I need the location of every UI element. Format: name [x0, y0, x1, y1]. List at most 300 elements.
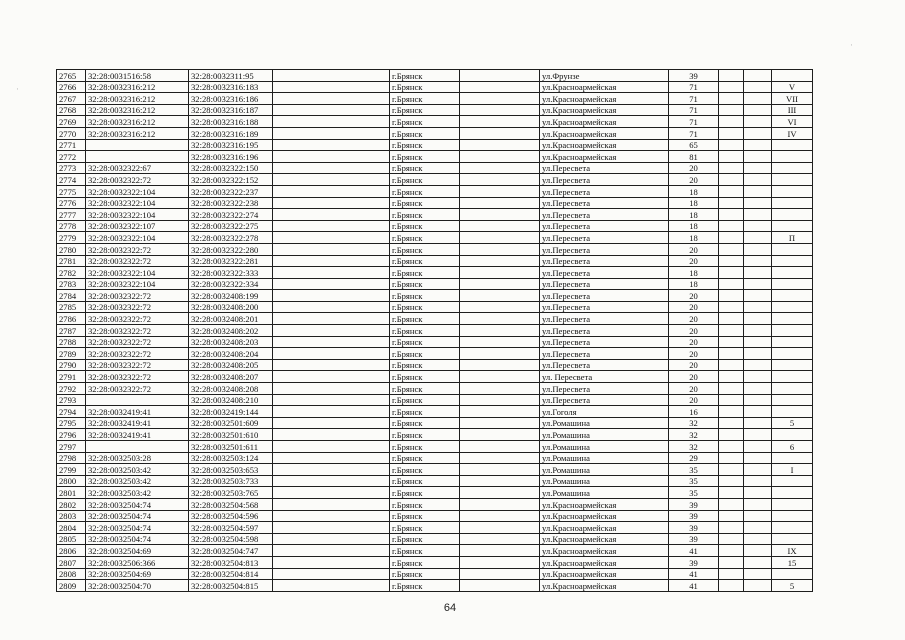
cell-blank-col-a: [273, 104, 390, 116]
cell-cadastral-parcel: 32:28:0032504:69: [86, 545, 189, 557]
cell-blank-col-b: [460, 383, 540, 395]
cell-street: ул.Пересвета: [540, 313, 669, 325]
cell-unit-number: [772, 533, 813, 545]
cell-blank-col-b: [460, 151, 540, 163]
cell-row-number: 2770: [57, 127, 86, 139]
cell-cadastral-object: 32:28:0032322:275: [189, 220, 273, 232]
cell-house-number: 20: [669, 255, 719, 267]
cell-house-number: 41: [669, 568, 719, 580]
cell-house-number: 39: [669, 556, 719, 568]
cell-blank-col-c: [719, 522, 744, 534]
cell-cadastral-parcel: 32:28:0032322:104: [86, 267, 189, 279]
cell-cadastral-parcel: 32:28:0032322:72: [86, 255, 189, 267]
cell-blank-col-c: [719, 70, 744, 82]
cell-blank-col-d: [744, 487, 772, 499]
cell-cadastral-parcel: [86, 139, 189, 151]
cell-blank-col-b: [460, 127, 540, 139]
cell-street: ул.Ромашина: [540, 441, 669, 453]
cell-cadastral-parcel: 32:28:0032322:72: [86, 243, 189, 255]
cell-row-number: 2769: [57, 116, 86, 128]
cell-blank-col-c: [719, 394, 744, 406]
cell-city: г.Брянск: [390, 290, 460, 302]
cell-city: г.Брянск: [390, 464, 460, 476]
cell-unit-number: [772, 325, 813, 337]
cell-unit-number: III: [772, 104, 813, 116]
cell-cadastral-object: 32:28:0032322:334: [189, 278, 273, 290]
cell-blank-col-a: [273, 336, 390, 348]
cell-blank-col-b: [460, 452, 540, 464]
cell-house-number: 35: [669, 487, 719, 499]
cell-row-number: 2778: [57, 220, 86, 232]
cell-blank-col-c: [719, 441, 744, 453]
cell-cadastral-parcel: 32:28:0032322:72: [86, 371, 189, 383]
cell-street: ул.Красноармейская: [540, 81, 669, 93]
cell-cadastral-parcel: 32:28:0032503:42: [86, 464, 189, 476]
cell-blank-col-b: [460, 301, 540, 313]
cell-house-number: 20: [669, 383, 719, 395]
cell-blank-col-a: [273, 498, 390, 510]
cell-unit-number: [772, 429, 813, 441]
cell-blank-col-b: [460, 336, 540, 348]
cell-row-number: 2773: [57, 162, 86, 174]
cell-row-number: 2809: [57, 580, 86, 592]
cell-unit-number: [772, 452, 813, 464]
cell-blank-col-b: [460, 556, 540, 568]
cell-cadastral-parcel: 32:28:0032316:212: [86, 104, 189, 116]
cell-unit-number: [772, 220, 813, 232]
cell-cadastral-object: 32:28:0032408:208: [189, 383, 273, 395]
cell-city: г.Брянск: [390, 394, 460, 406]
table-row: [57, 383, 813, 395]
cell-row-number: 2793: [57, 394, 86, 406]
cell-street: ул.Пересвета: [540, 174, 669, 186]
cell-blank-col-a: [273, 70, 390, 82]
cell-row-number: 2796: [57, 429, 86, 441]
cell-city: г.Брянск: [390, 487, 460, 499]
table-row: [57, 394, 813, 406]
cell-cadastral-parcel: 32:28:0032419:41: [86, 406, 189, 418]
cell-city: г.Брянск: [390, 510, 460, 522]
table-row: [57, 232, 813, 244]
cell-unit-number: [772, 348, 813, 360]
cell-house-number: 71: [669, 81, 719, 93]
cell-house-number: 18: [669, 209, 719, 221]
cell-cadastral-parcel: 32:28:0032322:104: [86, 197, 189, 209]
cell-unit-number: [772, 359, 813, 371]
cell-city: г.Брянск: [390, 498, 460, 510]
cell-cadastral-parcel: 32:28:0032322:72: [86, 290, 189, 302]
table-row: [57, 70, 813, 82]
cell-blank-col-c: [719, 162, 744, 174]
cell-cadastral-parcel: 32:28:0032322:72: [86, 348, 189, 360]
cell-row-number: 2765: [57, 70, 86, 82]
cell-blank-col-a: [273, 441, 390, 453]
cell-cadastral-parcel: 32:28:0032322:72: [86, 174, 189, 186]
cell-city: г.Брянск: [390, 232, 460, 244]
cell-cadastral-object: 32:28:0032322:237: [189, 185, 273, 197]
table-row: [57, 116, 813, 128]
cell-blank-col-a: [273, 568, 390, 580]
cell-cadastral-object: 32:28:0032503:653: [189, 464, 273, 476]
cell-blank-col-c: [719, 301, 744, 313]
cell-blank-col-a: [273, 394, 390, 406]
cell-blank-col-b: [460, 162, 540, 174]
cell-city: г.Брянск: [390, 104, 460, 116]
cell-blank-col-c: [719, 487, 744, 499]
cell-unit-number: [772, 139, 813, 151]
cell-blank-col-a: [273, 162, 390, 174]
cell-blank-col-a: [273, 325, 390, 337]
cell-row-number: 2782: [57, 267, 86, 279]
cell-cadastral-object: 32:28:0032501:610: [189, 429, 273, 441]
cell-cadastral-parcel: 32:28:0032322:72: [86, 359, 189, 371]
cell-house-number: 18: [669, 220, 719, 232]
cell-street: ул.Гоголя: [540, 406, 669, 418]
cell-blank-col-d: [744, 545, 772, 557]
cell-row-number: 2807: [57, 556, 86, 568]
cell-street: ул.Пересвета: [540, 255, 669, 267]
cell-street: ул.Красноармейская: [540, 533, 669, 545]
cell-blank-col-b: [460, 464, 540, 476]
cell-blank-col-b: [460, 267, 540, 279]
table-row: [57, 348, 813, 360]
cell-blank-col-c: [719, 313, 744, 325]
cell-row-number: 2794: [57, 406, 86, 418]
cell-row-number: 2800: [57, 475, 86, 487]
cell-blank-col-b: [460, 371, 540, 383]
cell-cadastral-parcel: 32:28:0032503:42: [86, 487, 189, 499]
cell-row-number: 2798: [57, 452, 86, 464]
cell-row-number: 2808: [57, 568, 86, 580]
cell-cadastral-parcel: 32:28:0032419:41: [86, 417, 189, 429]
cell-blank-col-b: [460, 70, 540, 82]
table-row: [57, 429, 813, 441]
cell-blank-col-d: [744, 127, 772, 139]
cell-house-number: 41: [669, 545, 719, 557]
cell-blank-col-b: [460, 220, 540, 232]
cell-house-number: 32: [669, 441, 719, 453]
cell-unit-number: [772, 336, 813, 348]
cell-blank-col-d: [744, 417, 772, 429]
cell-city: г.Брянск: [390, 267, 460, 279]
cell-cadastral-object: 32:28:0032322:278: [189, 232, 273, 244]
cell-street: ул.Пересвета: [540, 383, 669, 395]
cell-blank-col-b: [460, 417, 540, 429]
cell-unit-number: [772, 406, 813, 418]
cell-blank-col-a: [273, 359, 390, 371]
cell-blank-col-c: [719, 139, 744, 151]
cell-cadastral-object: 32:28:0032316:183: [189, 81, 273, 93]
cell-city: г.Брянск: [390, 151, 460, 163]
cell-unit-number: [772, 475, 813, 487]
cell-unit-number: VII: [772, 93, 813, 105]
cell-blank-col-d: [744, 325, 772, 337]
cell-city: г.Брянск: [390, 533, 460, 545]
cell-city: г.Брянск: [390, 568, 460, 580]
cell-city: г.Брянск: [390, 220, 460, 232]
cell-cadastral-parcel: 32:28:0032504:74: [86, 522, 189, 534]
cell-street: ул.Красноармейская: [540, 510, 669, 522]
cell-cadastral-object: 32:28:0032408:207: [189, 371, 273, 383]
cell-unit-number: [772, 522, 813, 534]
cell-unit-number: [772, 174, 813, 186]
cell-blank-col-b: [460, 545, 540, 557]
table-row: [57, 220, 813, 232]
cell-blank-col-a: [273, 81, 390, 93]
cell-unit-number: [772, 278, 813, 290]
cell-row-number: 2766: [57, 81, 86, 93]
cell-blank-col-a: [273, 406, 390, 418]
cell-blank-col-a: [273, 452, 390, 464]
cell-house-number: 20: [669, 325, 719, 337]
cell-cadastral-object: 32:28:0032322:274: [189, 209, 273, 221]
cell-blank-col-b: [460, 139, 540, 151]
cell-house-number: 39: [669, 498, 719, 510]
cell-street: ул. Пересвета: [540, 371, 669, 383]
cell-blank-col-d: [744, 278, 772, 290]
cell-blank-col-c: [719, 545, 744, 557]
cell-blank-col-d: [744, 556, 772, 568]
cell-blank-col-b: [460, 348, 540, 360]
cell-street: ул.Пересвета: [540, 336, 669, 348]
cell-blank-col-b: [460, 81, 540, 93]
table-row: [57, 452, 813, 464]
cell-blank-col-d: [744, 162, 772, 174]
cell-cadastral-object: 32:28:0032408:203: [189, 336, 273, 348]
cell-blank-col-c: [719, 325, 744, 337]
cell-blank-col-c: [719, 383, 744, 395]
cell-street: ул.Пересвета: [540, 185, 669, 197]
cell-blank-col-d: [744, 452, 772, 464]
table-row: [57, 185, 813, 197]
cell-cadastral-object: 32:28:0032408:201: [189, 313, 273, 325]
cell-street: ул.Пересвета: [540, 359, 669, 371]
cell-cadastral-object: 32:28:0032419:144: [189, 406, 273, 418]
cell-unit-number: I: [772, 464, 813, 476]
cell-cadastral-object: 32:28:0032504:597: [189, 522, 273, 534]
cell-blank-col-b: [460, 359, 540, 371]
cell-street: ул.Красноармейская: [540, 116, 669, 128]
cell-cadastral-parcel: 32:28:0032322:104: [86, 209, 189, 221]
cell-blank-col-c: [719, 452, 744, 464]
cell-blank-col-a: [273, 185, 390, 197]
table-row: [57, 533, 813, 545]
cell-blank-col-a: [273, 487, 390, 499]
cell-blank-col-c: [719, 185, 744, 197]
cell-blank-col-d: [744, 93, 772, 105]
cell-city: г.Брянск: [390, 162, 460, 174]
cell-blank-col-b: [460, 209, 540, 221]
cell-cadastral-parcel: 32:28:0032316:212: [86, 116, 189, 128]
cell-blank-col-d: [744, 522, 772, 534]
cell-cadastral-parcel: 32:28:0032419:41: [86, 429, 189, 441]
cell-cadastral-object: 32:28:0032504:813: [189, 556, 273, 568]
cell-street: ул.Красноармейская: [540, 568, 669, 580]
cell-blank-col-d: [744, 371, 772, 383]
cell-cadastral-object: 32:28:0032504:596: [189, 510, 273, 522]
cell-blank-col-a: [273, 243, 390, 255]
cell-cadastral-parcel: 32:28:0032504:74: [86, 510, 189, 522]
cell-city: г.Брянск: [390, 70, 460, 82]
cell-street: ул.Ромашина: [540, 487, 669, 499]
cell-row-number: 2801: [57, 487, 86, 499]
cell-blank-col-d: [744, 475, 772, 487]
cell-blank-col-c: [719, 197, 744, 209]
cell-unit-number: 5: [772, 580, 813, 592]
cell-blank-col-d: [744, 70, 772, 82]
cell-blank-col-a: [273, 220, 390, 232]
cell-house-number: 20: [669, 174, 719, 186]
cell-row-number: 2790: [57, 359, 86, 371]
cell-row-number: 2788: [57, 336, 86, 348]
cell-blank-col-c: [719, 116, 744, 128]
cell-blank-col-a: [273, 255, 390, 267]
cell-row-number: 2768: [57, 104, 86, 116]
cell-house-number: 16: [669, 406, 719, 418]
cell-house-number: 65: [669, 139, 719, 151]
cell-unit-number: IX: [772, 545, 813, 557]
cell-blank-col-c: [719, 533, 744, 545]
cell-blank-col-d: [744, 301, 772, 313]
cell-city: г.Брянск: [390, 278, 460, 290]
cell-blank-col-a: [273, 533, 390, 545]
cell-house-number: 18: [669, 185, 719, 197]
cell-row-number: 2806: [57, 545, 86, 557]
cell-blank-col-c: [719, 220, 744, 232]
cell-blank-col-b: [460, 325, 540, 337]
table-row: [57, 197, 813, 209]
cell-house-number: 20: [669, 313, 719, 325]
cell-house-number: 20: [669, 371, 719, 383]
cell-blank-col-a: [273, 580, 390, 592]
scan-artifact: ·: [16, 84, 19, 94]
cell-unit-number: [772, 267, 813, 279]
cell-city: г.Брянск: [390, 429, 460, 441]
cell-house-number: 20: [669, 394, 719, 406]
cell-blank-col-b: [460, 290, 540, 302]
cell-row-number: 2775: [57, 185, 86, 197]
cell-cadastral-parcel: [86, 441, 189, 453]
cell-cadastral-object: 32:28:0032311:95: [189, 70, 273, 82]
table-row: [57, 568, 813, 580]
cell-house-number: 41: [669, 580, 719, 592]
cell-street: ул.Ромашина: [540, 475, 669, 487]
cell-city: г.Брянск: [390, 127, 460, 139]
cell-blank-col-b: [460, 522, 540, 534]
cell-city: г.Брянск: [390, 406, 460, 418]
cell-house-number: 20: [669, 162, 719, 174]
cell-cadastral-object: 32:28:0032503:733: [189, 475, 273, 487]
cell-cadastral-parcel: 32:28:0032503:42: [86, 475, 189, 487]
cell-blank-col-b: [460, 313, 540, 325]
cell-house-number: 18: [669, 197, 719, 209]
table-row: [57, 127, 813, 139]
table-row: [57, 359, 813, 371]
cell-row-number: 2791: [57, 371, 86, 383]
cell-street: ул.Ромашина: [540, 464, 669, 476]
cell-unit-number: [772, 510, 813, 522]
registry-table-body: [57, 70, 813, 592]
cell-blank-col-a: [273, 429, 390, 441]
cell-blank-col-c: [719, 429, 744, 441]
cell-house-number: 39: [669, 510, 719, 522]
cell-blank-col-a: [273, 278, 390, 290]
cell-city: г.Брянск: [390, 174, 460, 186]
cell-cadastral-parcel: [86, 394, 189, 406]
cell-blank-col-a: [273, 197, 390, 209]
cell-blank-col-c: [719, 81, 744, 93]
cell-street: ул.Пересвета: [540, 290, 669, 302]
cell-unit-number: [772, 371, 813, 383]
cell-blank-col-c: [719, 290, 744, 302]
cell-cadastral-parcel: 32:28:0032316:212: [86, 93, 189, 105]
cell-blank-col-b: [460, 533, 540, 545]
table-row: [57, 545, 813, 557]
cell-blank-col-c: [719, 568, 744, 580]
table-row: [57, 417, 813, 429]
cell-row-number: 2804: [57, 522, 86, 534]
cell-street: ул.Пересвета: [540, 278, 669, 290]
cell-blank-col-c: [719, 556, 744, 568]
scan-artifact: ·: [850, 40, 853, 50]
cell-house-number: 20: [669, 290, 719, 302]
cell-blank-col-d: [744, 116, 772, 128]
table-row: [57, 475, 813, 487]
cell-street: ул.Пересвета: [540, 209, 669, 221]
cell-city: г.Брянск: [390, 441, 460, 453]
cell-unit-number: IV: [772, 127, 813, 139]
cell-house-number: 32: [669, 429, 719, 441]
cell-unit-number: [772, 209, 813, 221]
cell-street: ул.Красноармейская: [540, 580, 669, 592]
cell-blank-col-a: [273, 371, 390, 383]
cell-blank-col-b: [460, 174, 540, 186]
cell-blank-col-b: [460, 498, 540, 510]
cell-blank-col-a: [273, 127, 390, 139]
table-row: [57, 104, 813, 116]
cell-blank-col-b: [460, 406, 540, 418]
cell-street: ул.Красноармейская: [540, 522, 669, 534]
cell-street: ул.Красноармейская: [540, 127, 669, 139]
table-row: [57, 522, 813, 534]
cell-unit-number: VI: [772, 116, 813, 128]
cell-blank-col-d: [744, 359, 772, 371]
cell-street: ул.Красноармейская: [540, 556, 669, 568]
table-row: [57, 243, 813, 255]
cell-row-number: 2776: [57, 197, 86, 209]
cell-house-number: 35: [669, 475, 719, 487]
cell-city: г.Брянск: [390, 313, 460, 325]
cell-blank-col-c: [719, 209, 744, 221]
cell-cadastral-object: 32:28:0032322:238: [189, 197, 273, 209]
cell-blank-col-b: [460, 104, 540, 116]
cell-blank-col-b: [460, 429, 540, 441]
cell-house-number: 20: [669, 301, 719, 313]
cell-blank-col-a: [273, 301, 390, 313]
cell-cadastral-object: 32:28:0032408:204: [189, 348, 273, 360]
cell-cadastral-object: 32:28:0032408:202: [189, 325, 273, 337]
table-row: [57, 464, 813, 476]
cell-row-number: 2789: [57, 348, 86, 360]
table-row: [57, 81, 813, 93]
cell-unit-number: [772, 70, 813, 82]
cell-cadastral-object: 32:28:0032316:187: [189, 104, 273, 116]
cell-cadastral-object: 32:28:0032322:281: [189, 255, 273, 267]
cell-unit-number: [772, 185, 813, 197]
cell-street: ул.Ромашина: [540, 417, 669, 429]
cell-blank-col-c: [719, 475, 744, 487]
cell-cadastral-object: 32:28:0032504:598: [189, 533, 273, 545]
